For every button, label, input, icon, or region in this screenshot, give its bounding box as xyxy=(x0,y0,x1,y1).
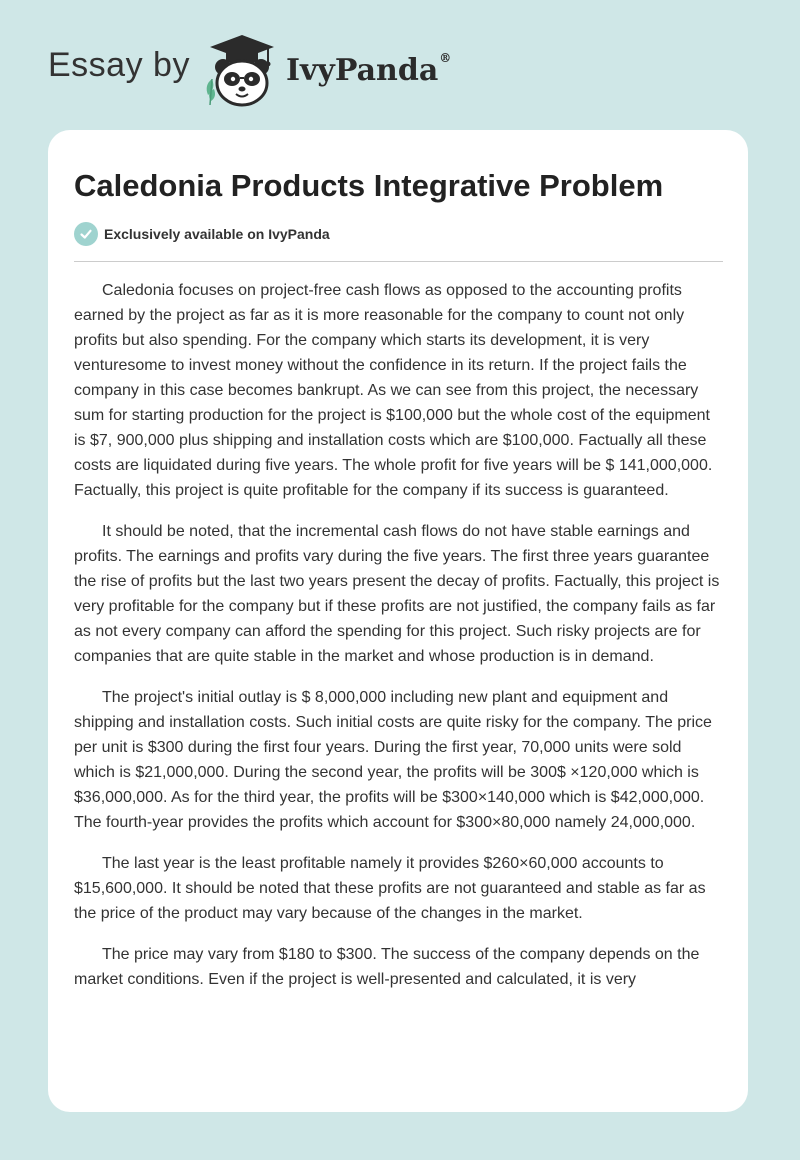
brand-prefix: Essay by xyxy=(48,45,190,84)
essay-body xyxy=(74,278,724,1008)
paragraph: The last year is the least profitable namely it provides $260×60,000 accounts to $15,600,000. It should be noted that these profits are not guaranteed and stable as far as the price of the product may vary because of the changes in the market. xyxy=(74,855,706,922)
paragraph: The price may vary from $180 to $300. The success of the company depends on the market conditions. Even if the project is well-presented and calculated, it is very xyxy=(74,946,700,988)
page-title: Caledonia Products Integrative Problem xyxy=(74,168,664,203)
divider xyxy=(74,261,723,262)
exclusive-label: Exclusively available on IvyPanda xyxy=(104,226,330,242)
panda-logo-icon xyxy=(202,31,282,109)
site-brand[interactable] xyxy=(48,30,451,110)
exclusive-badge xyxy=(74,222,330,246)
registered-mark: ® xyxy=(439,50,452,65)
paragraph: Caledonia focuses on project-free cash flows as opposed to the accounting profits earned by the project as far as it is more reasonable for the company to count not only profits but also spending. For the company which starts its development, it is very venturesome to invest money without the confidence in its return. If the project fails the company in this case becomes bankrupt. As we can see from this project, the necessary sum for starting production for the project is $100,000 but the whole cost of the equipment is $7, 900,000 plus shipping and installation costs which are $100,000. Factually all these costs are liquidated during five years. The whole profit for five years will be $ 141,000,000. Factually, this project is quite profitable for the company if its success is guaranteed. xyxy=(74,282,713,499)
check-icon xyxy=(74,222,98,246)
paragraph: It should be noted, that the incremental cash flows do not have stable earnings and profits. The earnings and profits vary during the five years. The first three years guarantee the rise of profits but the last two years present the decay of profits. Factually, this project is very profitable for the company but if these profits are not justified, the company fails as far as not every company can afford the spending for this project. Such risky projects are for companies that are quite stable in the market and whose production is in demand. xyxy=(74,523,720,665)
paragraph: The project's initial outlay is $ 8,000,000 including new plant and equipment and shipping and installation costs. Such initial costs are quite risky for the company. The price per unit is $300 during the first four years. During the first year, 70,000 units were sold which is $21,000,000. During the second year, the profits will be 300$ ×120,000 which is $36,000,000. As for the third year, the profits will be $300×140,000 which is $42,000,000. The fourth-year provides the profits which account for $300×80,000 namely 24,000,000. xyxy=(74,689,712,831)
brand-name: IvyPanda® xyxy=(285,50,452,88)
essay-card xyxy=(48,130,748,1112)
